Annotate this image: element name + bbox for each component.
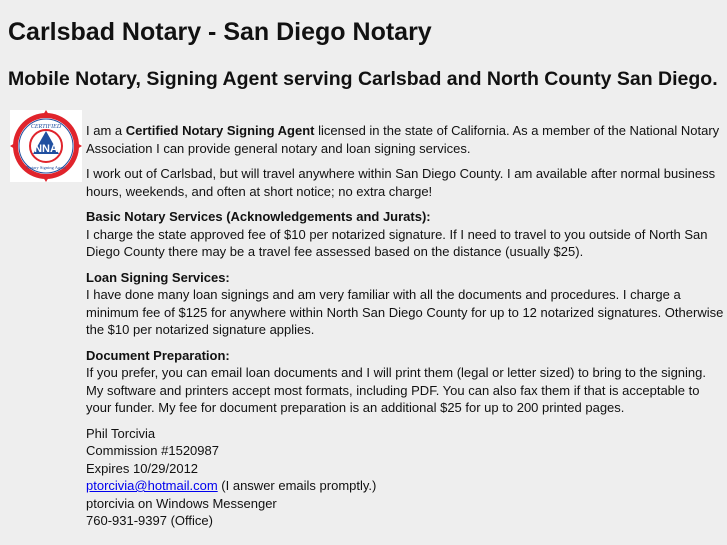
email-link[interactable]: ptorcivia@hotmail.com bbox=[86, 478, 218, 493]
section-body: I charge the state approved fee of $10 per notarized signature. If I need to travel to you outside of North San Diego County there may be a travel fee assessed based on the distance (usually $25). bbox=[86, 226, 708, 259]
contact-name: Phil Torcivia bbox=[86, 425, 156, 441]
intro-paragraph: I am a Certified Notary Signing Agent licensed in the state of California. As a member of the National Notary Association I can provide general notary and loan signing services. bbox=[86, 123, 720, 156]
main-content bbox=[86, 122, 726, 530]
section-body: I have done many loan signings and am very familiar with all the documents and procedures. I charge a minimum fee of $125 for anywhere within North San Diego County for up to 12 notarized signatures. Otherwise the $10 per notarized signature applies. bbox=[86, 287, 724, 337]
page-title: Carlsbad Notary - San Diego Notary bbox=[8, 18, 432, 46]
phone-number: 760-931-9397 (Office) bbox=[86, 513, 213, 528]
section-document-preparation bbox=[86, 347, 726, 417]
messenger-info: ptorcivia on Windows Messenger bbox=[86, 495, 277, 511]
email-note: (I answer emails promptly.) bbox=[217, 478, 377, 493]
section-basic-notary bbox=[86, 208, 726, 261]
certification-highlight: Certified Notary Signing Agent bbox=[125, 123, 315, 138]
section-heading: Loan Signing Services: bbox=[86, 269, 230, 285]
service-area-paragraph: I work out of Carlsbad, but will travel anywhere within San Diego County. I am available after normal business hours, weekends, and often at short notice; no extra charge! bbox=[86, 166, 716, 199]
contact-info bbox=[86, 425, 726, 530]
section-heading: Document Preparation: bbox=[86, 347, 230, 363]
nna-certified-seal-logo bbox=[10, 110, 82, 182]
commission-expiry: Expires 10/29/2012 bbox=[86, 460, 199, 476]
svg-text:Notary Signing Agent: Notary Signing Agent bbox=[26, 165, 66, 170]
svg-text:NNA: NNA bbox=[34, 143, 58, 155]
commission-number: Commission #1520987 bbox=[86, 443, 219, 458]
section-body: If you prefer, you can email loan documents and I will print them (legal or letter sized) to bring to the signing. My software and printers accept most formats, including PDF. You can also fax them if that is acceptable to your funder. My fee for document preparation is an additional $25 for up to 200 printed pages. bbox=[86, 365, 706, 415]
page-subtitle: Mobile Notary, Signing Agent serving Carlsbad and North County San Diego. bbox=[8, 68, 718, 90]
section-heading: Basic Notary Services (Acknowledgements and Jurats): bbox=[86, 209, 431, 224]
svg-text:CERTIFIED: CERTIFIED bbox=[30, 124, 62, 130]
section-loan-signing bbox=[86, 269, 726, 339]
